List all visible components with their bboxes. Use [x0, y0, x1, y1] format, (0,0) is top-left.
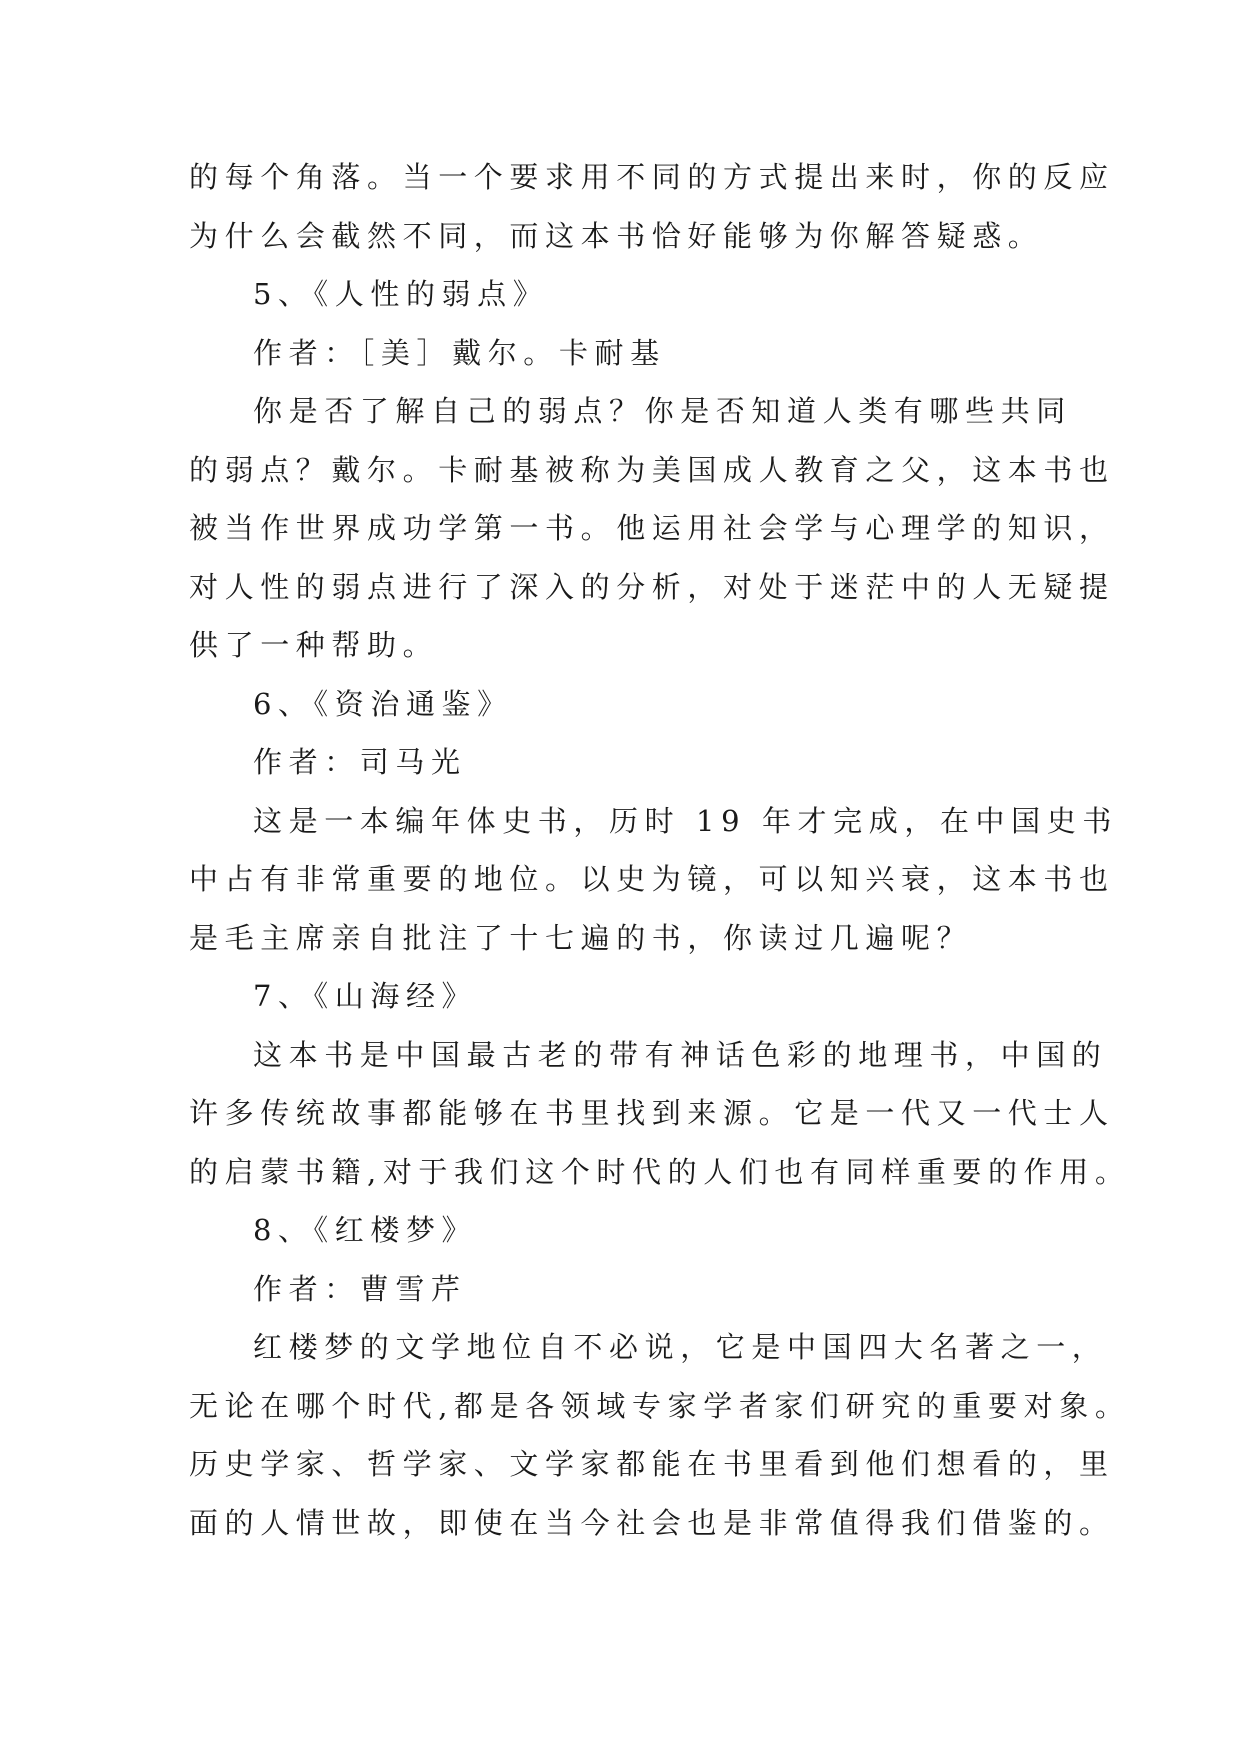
text-line: 是毛主席亲自批注了十七遍的书，你读过几遍呢？ [189, 920, 973, 955]
section-heading: 8、《红楼梦》 [253, 1213, 478, 1247]
text-line: 历史学家、哲学家、文学家都能在书里看到他们想看的，里 [189, 1447, 1115, 1481]
author-line: 作者：司马光 [253, 745, 467, 779]
section-heading: 7、《山海经》 [253, 979, 478, 1013]
text-line: 中占有非常重要的地位。以史为镜，可以知兴衰，这本书也 [189, 862, 1115, 896]
text-line: 面的人情世故，即使在当今社会也是非常值得我们借鉴的。 [189, 1505, 1115, 1540]
text-line: 被当作世界成功学第一书。他运用社会学与心理学的知识， [189, 511, 1115, 545]
text-line: 你是否了解自己的弱点？你是否知道人类有哪些共同 [253, 394, 1072, 428]
author-line: 作者：曹雪芹 [253, 1271, 467, 1306]
section-heading: 6、《资治通鉴》 [253, 686, 513, 721]
text-line: 的弱点？戴尔。卡耐基被称为美国成人教育之父，这本书也 [189, 452, 1115, 487]
text-line: 许多传统故事都能够在书里找到来源。它是一代又一代士人 [189, 1096, 1115, 1130]
text-line: 这是一本编年体史书，历时 19 年才完成，在中国史书 [253, 803, 1118, 838]
text-line: 无论在哪个时代,都是各领域专家学者家们研究的重要对象。 [189, 1388, 1131, 1423]
text-line: 的每个角落。当一个要求用不同的方式提出来时，你的反应 [189, 160, 1115, 194]
text-line: 为什么会截然不同，而这本书恰好能够为你解答疑惑。 [189, 218, 1044, 253]
text-line: 这本书是中国最古老的带有神话色彩的地理书，中国的 [253, 1037, 1108, 1072]
author-line: 作者：［美］戴尔。卡耐基 [253, 335, 666, 370]
text-line: 对人性的弱点进行了深入的分析，对处于迷茫中的人无疑提 [189, 569, 1115, 604]
section-heading: 5、《人性的弱点》 [253, 277, 549, 311]
text-line: 的启蒙书籍,对于我们这个时代的人们也有同样重要的作用。 [189, 1154, 1131, 1189]
document-page [189, 148, 1131, 1552]
text-line: 供了一种帮助。 [189, 628, 439, 662]
text-line: 红楼梦的文学地位自不必说，它是中国四大名著之一， [253, 1330, 1108, 1364]
